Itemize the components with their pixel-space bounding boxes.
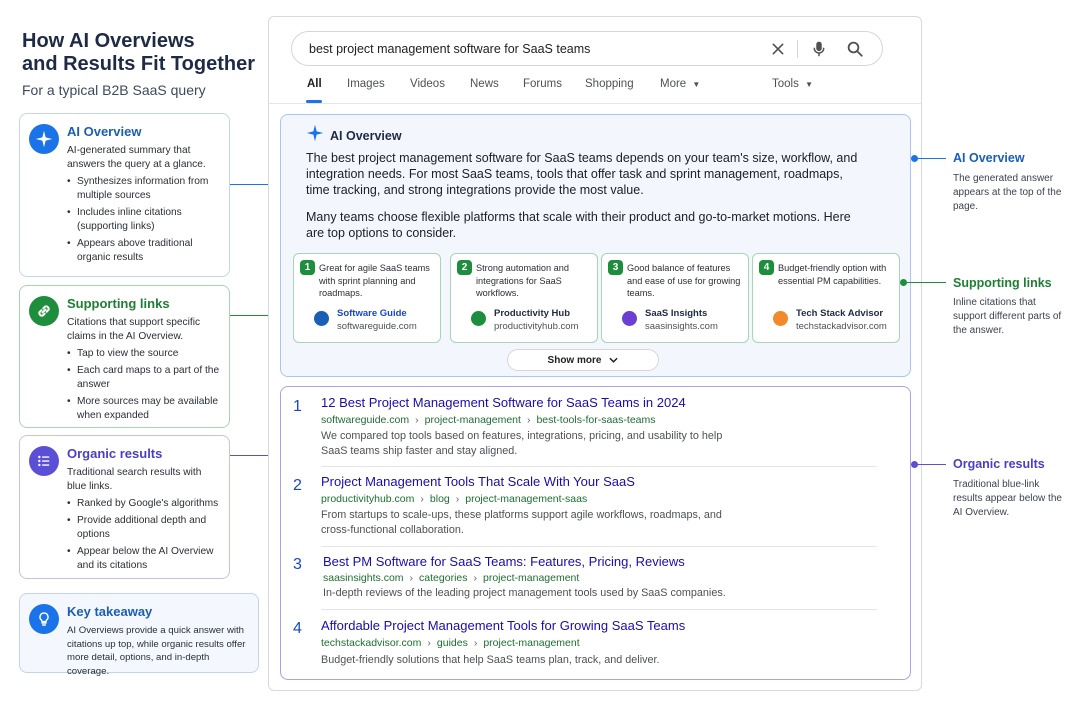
show-more-button[interactable]	[507, 349, 659, 371]
result-url[interactable]	[323, 572, 579, 584]
legend-organic-results-title: Organic results	[67, 446, 163, 461]
result-divider	[321, 609, 877, 610]
result-rank: 4	[293, 620, 302, 637]
legend-organic-results-bullets	[67, 497, 221, 573]
source-snippet: Great for agile SaaS teams with sprint planning and roadmaps.	[319, 263, 430, 298]
result-snippet: From startups to scale-ups, these platforms support agile workflows, roadmaps, and cross-functional collaboration.	[321, 509, 722, 536]
result-divider	[321, 546, 877, 547]
source-name: SaaS Insights	[645, 308, 708, 319]
result-path: guides	[436, 637, 468, 649]
result-path: categories	[419, 572, 468, 584]
legend-supporting-links-title: Supporting links	[67, 296, 170, 311]
search-divider	[797, 40, 798, 58]
legend-bullet: • Includes inline citations (supporting links)	[67, 206, 221, 234]
tab-tools-label: Tools	[772, 78, 799, 90]
result-site: saasinsights.com	[323, 572, 404, 584]
site-favicon-icon	[314, 311, 329, 326]
connector-ai-overview-right	[914, 158, 946, 159]
link-icon	[29, 296, 59, 326]
citation-number: 2	[457, 260, 472, 275]
search-tabs	[291, 78, 921, 104]
result-title-link[interactable]: Project Management Tools That Scale With Your SaaS	[321, 474, 635, 489]
legend-ai-overview-desc: AI-generated summary that answers the query at a glance.	[67, 145, 206, 170]
lightbulb-icon	[29, 604, 59, 634]
tab-shopping[interactable]: Shopping	[585, 78, 634, 90]
source-name: Tech Stack Advisor	[796, 308, 884, 319]
legend-bullet: • Synthesizes information from multiple sources	[67, 175, 221, 203]
tab-all[interactable]: All	[307, 78, 322, 90]
legend-ai-overview-bullets	[67, 175, 221, 265]
ai-overview-label: AI Overview	[330, 128, 402, 143]
tab-videos[interactable]: Videos	[410, 78, 445, 90]
source-snippet: Good balance of features and ease of use for growing teams.	[627, 263, 741, 298]
result-url[interactable]	[321, 493, 587, 505]
citation-number: 4	[759, 260, 774, 275]
legend-supporting-links-bullets	[67, 347, 221, 423]
breadcrumb-separator-icon: ›	[526, 414, 531, 426]
site-favicon-icon	[471, 311, 486, 326]
result-rank: 3	[293, 556, 302, 573]
title-line-1: How AI Overviews	[22, 30, 195, 52]
result-url[interactable]	[321, 637, 580, 649]
annotation-organic-results-desc: Traditional blue-link results appear below the AI Overview.	[953, 479, 1062, 518]
source-domain: productivityhub.com	[494, 321, 579, 332]
result-path: project-management	[483, 637, 580, 649]
legend-card-ai-overview	[19, 113, 230, 277]
legend-bullet: • Provide additional depth and options	[67, 514, 221, 542]
annotation-supporting-links-desc: Inline citations that support different parts of the answer.	[953, 297, 1062, 336]
breadcrumb-separator-icon: ›	[427, 637, 431, 649]
source-card[interactable]	[450, 253, 598, 343]
chevron-down-icon	[609, 355, 618, 366]
result-divider	[321, 466, 877, 467]
key-takeaway-desc: AI Overviews provide a quick answer with citations up top, while organic results offer more detail, options, and in-depth coverage.	[67, 625, 246, 677]
annotation-organic-results-title: Organic results	[953, 457, 1045, 471]
result-path: project-management	[483, 572, 580, 584]
result-path: best-tools-for-saas-teams	[536, 414, 656, 426]
sparkle-icon	[29, 124, 59, 154]
breadcrumb-separator-icon: ›	[473, 637, 478, 649]
site-favicon-icon	[622, 311, 637, 326]
legend-card-supporting-links	[19, 285, 230, 428]
source-name: Productivity Hub	[494, 308, 571, 319]
annotation-supporting-links-title: Supporting links	[953, 276, 1052, 290]
legend-bullet: • Tap to view the source	[67, 347, 221, 361]
key-takeaway-card	[19, 593, 259, 677]
breadcrumb-separator-icon: ›	[455, 493, 460, 505]
breadcrumb-separator-icon: ›	[420, 493, 424, 505]
result-site: productivityhub.com	[321, 493, 415, 505]
key-takeaway-title: Key takeaway	[67, 604, 153, 619]
microphone-icon[interactable]	[809, 39, 829, 59]
legend-bullet: • Ranked by Google's algorithms	[67, 497, 221, 511]
result-rank: 2	[293, 477, 302, 494]
source-card[interactable]	[601, 253, 749, 343]
result-path: blog	[429, 493, 450, 505]
ai-overview-header	[306, 124, 402, 147]
show-more-label: Show more	[547, 354, 602, 366]
tab-news[interactable]: News	[470, 78, 499, 90]
tab-forums[interactable]: Forums	[523, 78, 562, 90]
diagram-subtitle: For a typical B2B SaaS query	[22, 82, 206, 98]
search-bar[interactable]	[291, 31, 883, 66]
legend-bullet: • Appears above traditional organic results	[67, 237, 221, 265]
legend-bullet: • More sources may be available when expanded	[67, 395, 221, 423]
result-snippet: We compared top tools based on features, integrations, pricing, and usability to help SaaS teams ship faster and stay aligned.	[321, 430, 723, 457]
annotation-ai-overview-desc: The generated answer appears at the top of the page.	[953, 173, 1062, 212]
result-rank: 1	[293, 398, 302, 415]
tabs-divider	[269, 103, 921, 104]
source-domain: softwareguide.com	[337, 321, 417, 332]
title-line-2: and Results Fit Together	[22, 53, 255, 75]
citation-number: 1	[300, 260, 315, 275]
clear-icon[interactable]	[768, 39, 788, 59]
result-path: project-management-saas	[465, 493, 588, 505]
source-domain: saasinsights.com	[645, 321, 718, 332]
search-input[interactable]: best project management software for SaaS teams	[309, 42, 591, 56]
breadcrumb-separator-icon: ›	[473, 572, 477, 584]
caret-down-icon: ▼	[692, 80, 701, 89]
source-card[interactable]	[293, 253, 441, 343]
legend-card-organic-results	[19, 435, 230, 579]
source-card[interactable]	[752, 253, 900, 343]
list-icon	[29, 446, 59, 476]
result-url[interactable]	[321, 414, 656, 426]
tab-more-label: More	[660, 78, 687, 90]
legend-ai-overview-title: AI Overview	[67, 124, 142, 139]
result-site: softwareguide.com	[321, 414, 410, 426]
legend-supporting-links-desc: Citations that support specific claims in the AI Overview.	[67, 317, 201, 342]
diagram-title	[22, 30, 255, 76]
connector-organic-results-right	[914, 464, 946, 465]
tab-more[interactable]	[660, 78, 700, 90]
search-icon[interactable]	[845, 39, 865, 59]
site-favicon-icon	[773, 311, 788, 326]
breadcrumb-separator-icon: ›	[409, 572, 414, 584]
tab-tools[interactable]	[772, 78, 813, 90]
citation-number: 3	[608, 260, 623, 275]
result-site: techstackadvisor.com	[321, 637, 422, 649]
source-name: Software Guide	[337, 308, 407, 319]
connector-supporting-links-right	[903, 282, 946, 283]
result-title-link[interactable]: Affordable Project Management Tools for Growing SaaS Teams	[321, 618, 686, 633]
legend-bullet: • Appear below the AI Overview and its citations	[67, 545, 221, 573]
sparkle-icon	[306, 124, 324, 147]
annotation-ai-overview-title: AI Overview	[953, 151, 1025, 165]
tab-images[interactable]: Images	[347, 78, 385, 90]
result-title-link[interactable]: 12 Best Project Management Software for SaaS Teams in 2024	[321, 395, 686, 410]
result-path: project-management	[424, 414, 521, 426]
ai-overview-paragraph-2: Many teams choose flexible platforms that scale with their product and go-to-market motions. Here are top options to consider.	[306, 210, 851, 240]
caret-down-icon: ▼	[805, 80, 813, 89]
breadcrumb-separator-icon: ›	[415, 414, 419, 426]
legend-bullet: • Each card maps to a part of the answer	[67, 364, 221, 392]
source-snippet: Budget-friendly option with essential PM capabilities.	[778, 263, 887, 286]
result-snippet: In-depth reviews of the leading project management tools used by SaaS companies.	[323, 587, 726, 599]
source-domain: techstackadvisor.com	[796, 321, 887, 332]
legend-organic-results-desc: Traditional search results with blue links.	[67, 467, 202, 492]
ai-overview-paragraph-1: The best project management software for SaaS teams depends on your team's size, workflow, and integration needs. For most SaaS teams, tools that offer task and sprint management, roadmaps, time tracking, and strong integrations provide the most value.	[306, 151, 858, 197]
result-snippet: Budget-friendly solutions that help SaaS teams plan, track, and deliver.	[321, 654, 660, 666]
result-title-link[interactable]: Best PM Software for SaaS Teams: Features, Pricing, Reviews	[323, 554, 685, 569]
source-snippet: Strong automation and integrations for SaaS workflows.	[476, 263, 569, 298]
